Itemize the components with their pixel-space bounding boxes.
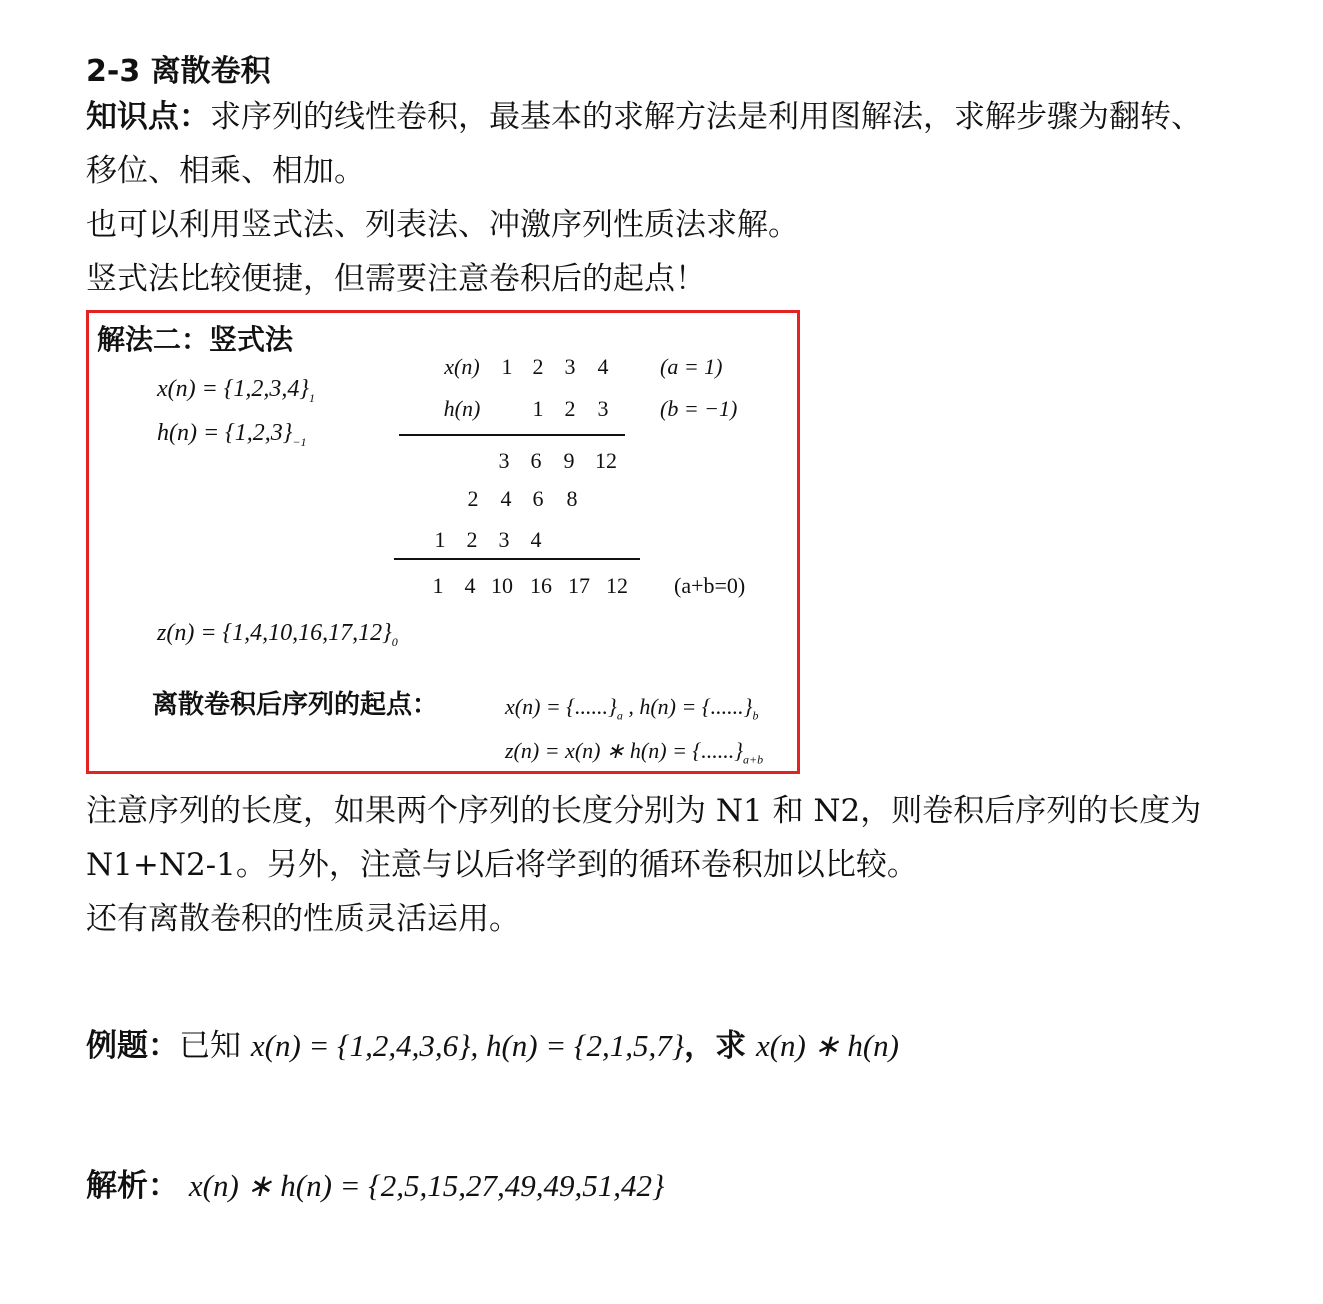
example-target: x(n) ∗ h(n) [755,1028,899,1063]
knowledge-line-1 [86,90,1202,144]
divider-line [399,434,625,436]
result-note: (a+b=0) [674,573,746,598]
knowledge-text-1: 求序列的线性卷积，最基本的求解方法是利用图解法，求解步骤为翻转、 [210,99,1202,135]
start-point-label: 离散卷积后序列的起点： [152,690,439,720]
h-definition [157,420,306,450]
start-h-sub: b [752,708,759,723]
example-line [86,1020,899,1065]
x-definition-text: x(n) = {1,2,3,4} [157,376,310,402]
row-h-note: (b = −1) [660,396,738,421]
partial-value: 6 [532,486,544,511]
row-x-label: x(n) [444,354,480,379]
notes-line-3: 还有离散卷积的性质灵活运用。 [86,901,520,937]
z-definition-text: z(n) = {1,4,10,16,17,12} [157,620,392,646]
partial-value: 9 [563,448,575,473]
start-z-sub: a+b [743,752,764,767]
row-x-value: 3 [564,354,576,379]
row-x-value: 2 [532,354,544,379]
result-value: 16 [530,573,552,598]
z-definition-start: 0 [391,634,398,649]
divider-line [394,558,640,560]
x-definition [157,376,315,406]
knowledge-line-4: 竖式法比较便捷，但需要注意卷积后的起点！ [86,261,706,297]
partial-value: 6 [530,448,542,473]
method-heading: 解法二：竖式法 [97,323,294,356]
analysis-line [86,1160,664,1205]
notes-line-1: 注意序列的长度，如果两个序列的长度分别为 N1 和 N2，则卷积后序列的长度为 [86,793,1202,829]
analysis-label: 解析： [86,1168,179,1204]
row-h-value: 3 [597,396,609,421]
partial-value: 4 [530,527,542,552]
start-z-text: z(n) = x(n) ∗ h(n) = {......} [505,738,744,763]
partial-value: 12 [595,448,617,473]
partial-value: 4 [500,486,512,511]
row-x-value: 4 [597,354,609,379]
page-title: 2-3 离散卷积 [86,54,271,89]
partial-value: 2 [467,486,479,511]
knowledge-line-2: 移位、相乘、相加。 [86,153,365,189]
start-point-formula-1 [505,694,758,723]
h-definition-text: h(n) = {1,2,3} [157,420,293,446]
x-definition-start: 1 [309,390,316,405]
row-h-value: 2 [564,396,576,421]
result-value: 1 [432,573,444,598]
start-point-formula-2 [505,738,763,767]
row-h-value: 1 [532,396,544,421]
result-value: 12 [606,573,628,598]
example-formula: x(n) = {1,2,4,3,6}, h(n) = {2,1,5,7} [250,1028,685,1063]
result-value: 17 [568,573,590,598]
z-definition [157,620,398,650]
row-h-label: h(n) [443,396,481,421]
knowledge-label: 知识点： [86,99,210,135]
partial-value: 3 [498,527,510,552]
h-definition-start: −1 [292,434,307,449]
result-value: 10 [491,573,513,598]
partial-value: 3 [498,448,510,473]
row-x-note: (a = 1) [660,354,723,379]
result-value: 4 [464,573,476,598]
partial-value: 2 [466,527,478,552]
partial-value: 8 [566,486,578,511]
start-h-text: , h(n) = {......} [622,694,753,719]
row-x-value: 1 [501,354,513,379]
start-x-sub: a [616,708,623,723]
knowledge-line-3: 也可以利用竖式法、列表法、冲激序列性质法求解。 [86,207,799,243]
example-ask: ，求 [684,1028,747,1064]
example-known: 已知 [179,1028,241,1064]
example-label: 例题： [86,1028,179,1064]
start-x-text: x(n) = {......} [505,694,617,719]
analysis-formula: x(n) ∗ h(n) = {2,5,15,27,49,49,51,42} [188,1168,665,1203]
partial-value: 1 [434,527,446,552]
notes-line-2: N1+N2-1。另外，注意与以后将学到的循环卷积加以比较。 [86,847,918,883]
